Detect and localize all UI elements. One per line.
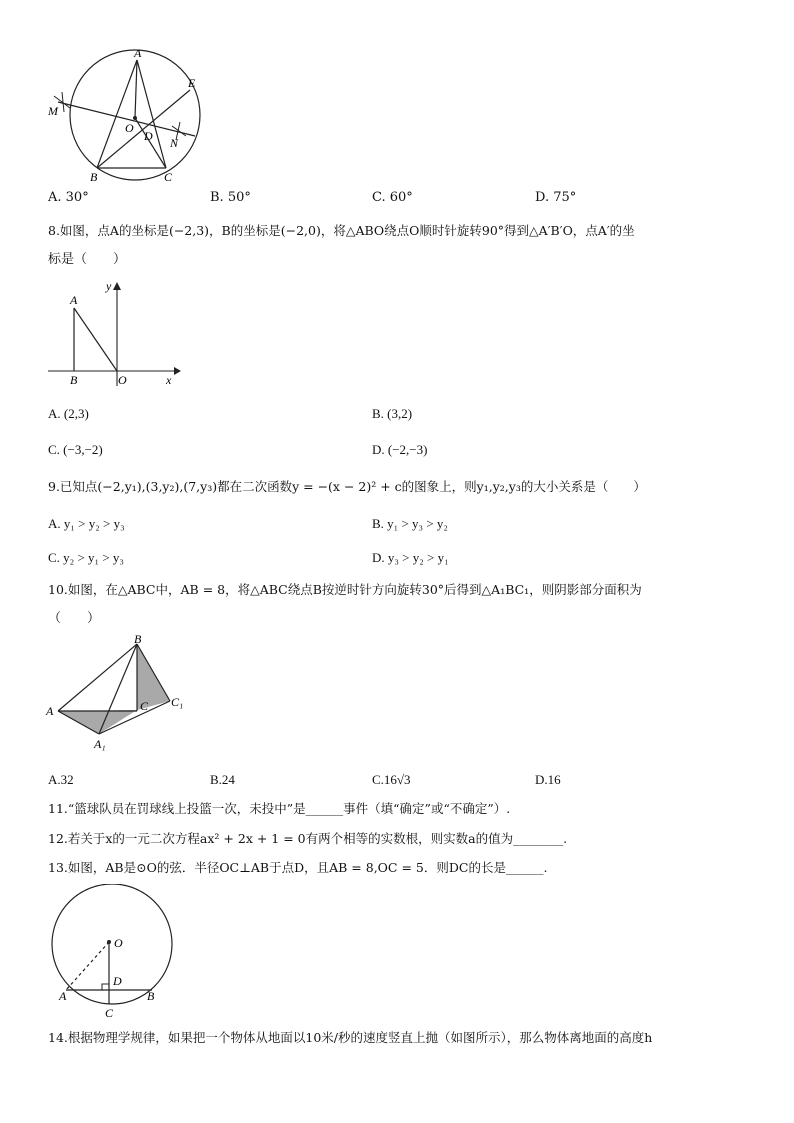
q12-stem: 12.若关于x的一元二次方程ax² + 2x + 1 = 0有两个相等的实数根，则实数a的值为________. [48, 831, 568, 846]
q13-right-angle-mark [102, 984, 109, 990]
q8-label-B: B [70, 373, 78, 387]
q7-label-D: D [144, 129, 153, 143]
q13-label-A: A [59, 989, 67, 1003]
q8-label-x: x [166, 373, 172, 387]
q7-option-b: B. 50° [210, 190, 251, 205]
q13-label-O: O [114, 936, 123, 950]
q8-label-O: O [118, 373, 127, 387]
q10-label-A: A [46, 704, 54, 718]
q10-option-c: C.16√3 [372, 772, 411, 787]
q8-stem-line1: 8.如图，点A的坐标是(−2,3)，B的坐标是(−2,0)，将△ABO绕点O顺时针旋转90°得到△A′B′O，点A′的坐 [48, 223, 635, 238]
q8-x-arrow [174, 367, 181, 375]
q7-label-N: N [170, 136, 179, 150]
q7-line-AO [135, 60, 137, 118]
q7-label-B: B [90, 170, 98, 184]
q10-option-a: A.32 [48, 772, 74, 787]
q10-stem-line1: 10.如图，在△ABC中，AB = 8，将△ABC绕点B按逆时针方向旋转30°后得到△A₁BC₁，则阴影部分面积为 [48, 582, 642, 597]
q7-option-d: D. 75° [535, 190, 577, 205]
q10-label-C1: C₁ [171, 695, 184, 709]
q13-label-C: C [105, 1006, 114, 1020]
q7-label-O: O [125, 121, 134, 135]
q9-option-c: C. y₂ > y₁ > y₃ [48, 550, 124, 565]
q8-option-d: D. (−2,−3) [372, 442, 428, 457]
q13-figure [44, 884, 178, 1022]
q13-dashed-OA [66, 942, 109, 990]
q10-stem-line2: （ ） [48, 611, 101, 626]
q7-figure [40, 40, 210, 190]
q9-option-b: B. y₁ > y₃ > y₂ [372, 516, 448, 531]
q7-label-A: A [134, 46, 142, 60]
q9-stem: 9.已知点(−2,y₁),(3,y₂),(7,y₃)都在二次函数y = −(x − 2)² + c的图象上，则y₁,y₂,y₃的大小关系是（ ） [48, 479, 646, 494]
q10-option-b: B.24 [210, 772, 235, 787]
q7-option-c: C. 60° [372, 190, 413, 205]
q10-line-AB [58, 644, 137, 711]
q11-stem: 11.“篮球队员在罚球线上投篮一次，未投中”是______事件（填“确定”或“不确定”）. [48, 801, 511, 816]
q10-label-C: C [140, 699, 149, 713]
q8-figure [44, 278, 184, 390]
q8-option-a: A. (2,3) [48, 406, 89, 421]
q10-option-d: D.16 [535, 772, 561, 787]
q10-label-B: B [134, 634, 142, 646]
q8-stem-line2: 标是（ ） [48, 252, 127, 267]
q10-label-A1: A₁ [94, 737, 106, 751]
q8-option-c: C. (−3,−2) [48, 442, 103, 457]
q10-figure [44, 634, 194, 762]
q9-option-a: A. y₁ > y₂ > y₃ [48, 516, 125, 531]
q13-label-D: D [113, 974, 122, 988]
q8-y-arrow [113, 282, 121, 290]
q13-stem: 13.如图，AB是⊙O的弦．半径OC⊥AB于点D，且AB = 8,OC = 5．则DC的长是______. [48, 860, 548, 875]
q7-point-O [133, 116, 137, 120]
q8-label-y: y [106, 279, 112, 293]
q8-segment-AO [74, 308, 117, 371]
q8-option-b: B. (3,2) [372, 406, 413, 421]
q13-circle [52, 884, 172, 1004]
q13-point-O [107, 940, 111, 944]
q7-label-E: E [188, 76, 196, 90]
q9-option-d: D. y₃ > y₂ > y₁ [372, 550, 449, 565]
q13-label-B: B [147, 989, 155, 1003]
q7-label-C: C [164, 170, 173, 184]
q14-stem: 14.根据物理学规律，如果把一个物体从地面以10米/秒的速度竖直上抛（如图所示），那么物体离地面的高度h [48, 1030, 653, 1045]
q7-label-M: M [48, 104, 58, 118]
q7-option-a: A. 30° [48, 190, 89, 205]
q8-label-A: A [70, 293, 78, 307]
